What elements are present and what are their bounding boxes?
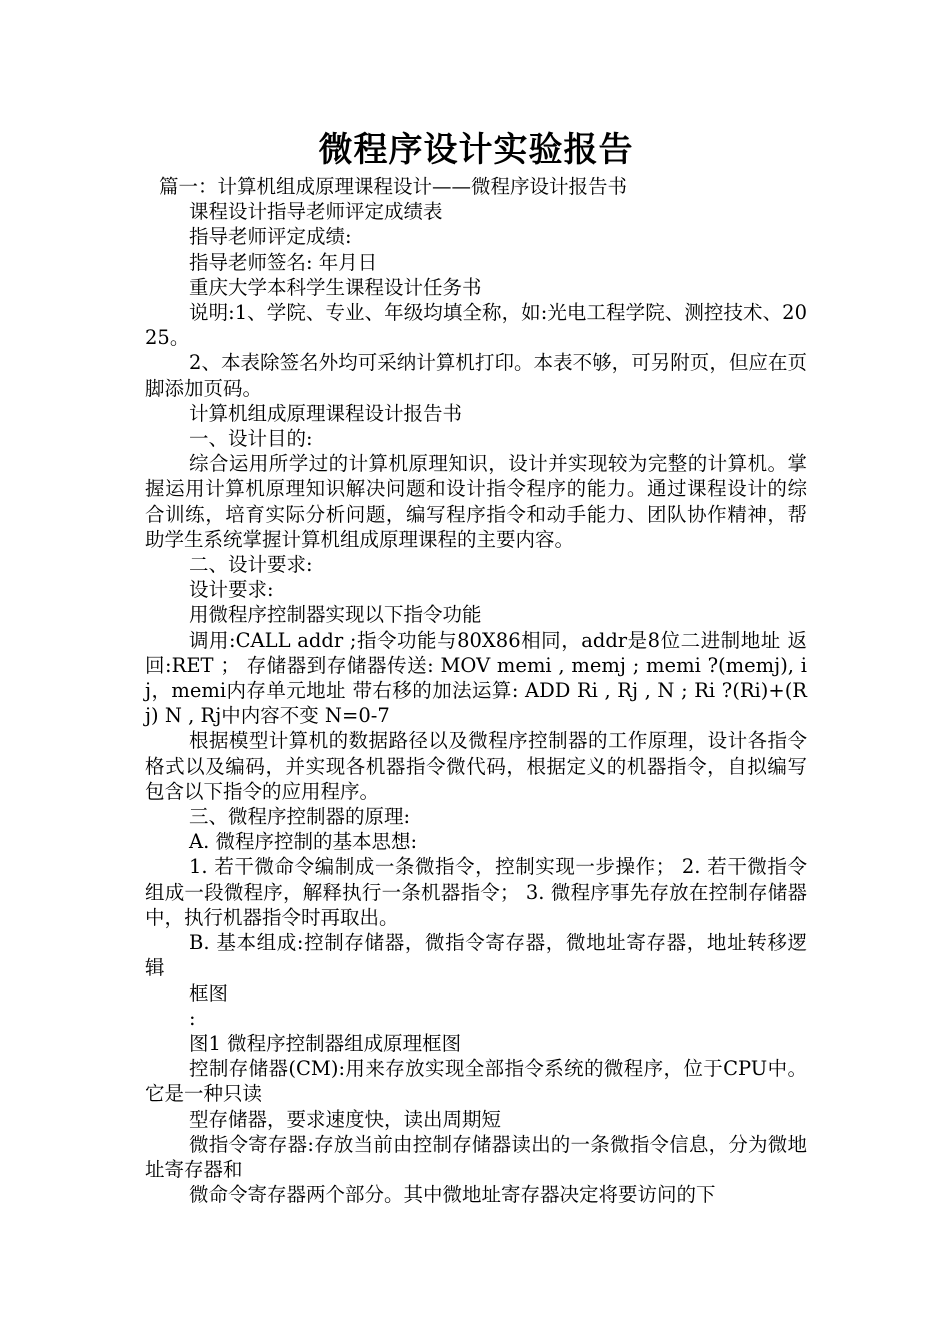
paragraph: 根据模型计算机的数据路径以及微程序控制器的工作原理，设计各指令格式以及编码，并实现各机器指令微代码，根据定义的机器指令，自拟编写包含以下指令的应用程序。 bbox=[145, 729, 807, 803]
paragraph: 2、本表除签名外均可采纳计算机打印。本表不够，可另附页，但应在页脚添加页码。 bbox=[145, 351, 807, 400]
document-page bbox=[145, 128, 807, 1207]
figure-caption: 图1 微程序控制器组成原理框图 bbox=[189, 1031, 462, 1055]
document-title: 微程序设计实验报告 bbox=[318, 130, 634, 170]
paragraph: 计算机组成原理课程设计报告书 bbox=[189, 401, 463, 425]
paragraph: 综合运用所学过的计算机原理知识，设计并实现较为完整的计算机。掌握运用计算机原理知识解决问题和设计指令程序的能力。通过课程设计的综合训练，培育实际分析问题，编写程序指令和动手能力、团队协作精神，帮助学生系统掌握计算机组成原理课程的主要内容。 bbox=[145, 452, 807, 551]
section-heading: 二、设计要求: bbox=[189, 553, 313, 577]
paragraph: A. 微程序控制的基本思想: bbox=[189, 830, 418, 854]
paragraph: : bbox=[189, 1006, 196, 1030]
paragraph: 控制存储器(CM):用来存放实现全部指令系统的微程序，位于CPU中。它是一种只读 bbox=[145, 1057, 807, 1106]
paragraph: 用微程序控制器实现以下指令功能 bbox=[189, 603, 482, 627]
paragraph: 微命令寄存器两个部分。其中微地址寄存器决定将要访问的下 bbox=[189, 1183, 716, 1207]
section-heading: 三、微程序控制器的原理: bbox=[189, 805, 411, 829]
paragraph: 说明:1、学院、专业、年级均填全称，如:光电工程学院、测控技术、2025。 bbox=[145, 301, 807, 350]
paragraph: 型存储器，要求速度快，读出周期短 bbox=[189, 1107, 502, 1131]
paragraph: 调用:CALL addr ;指令功能与80X86相同，addr是8位二进制地址 返回:RET ； 存储器到存储器传送: MOV memi , memj ; memi ?(memj), i j，memi内存单元地址 带右移的加法运算: ADD Ri , Rj , N ; Ri ?(Ri)+(Rj) N , Rj中内容不变 N=0-7 bbox=[145, 628, 807, 728]
paragraph: B. 基本组成:控制存储器，微指令寄存器，微地址寄存器，地址转移逻辑 bbox=[145, 931, 807, 980]
paragraph: 指导老师签名: 年月日 bbox=[189, 250, 378, 274]
paragraph: 设计要求: bbox=[189, 578, 274, 602]
paragraph: 微指令寄存器:存放当前由控制存储器读出的一条微指令信息，分为微地址寄存器和 bbox=[145, 1132, 807, 1181]
paragraph: 指导老师评定成绩: bbox=[189, 225, 352, 249]
paragraph: 1. 若干微命令编制成一条微指令，控制实现一步操作； 2. 若干微指令组成一段微程序，解释执行一条机器指令； 3. 微程序事先存放在控制存储器中，执行机器指令时再取出。 bbox=[145, 855, 807, 929]
section-heading-part-one: 篇一：计算机组成原理课程设计——微程序设计报告书 bbox=[159, 175, 628, 198]
paragraph: 课程设计指导老师评定成绩表 bbox=[189, 200, 443, 224]
section-heading: 一、设计目的: bbox=[189, 427, 313, 451]
paragraph: 重庆大学本科学生课程设计任务书 bbox=[189, 275, 482, 299]
paragraph: 框图 bbox=[189, 981, 229, 1005]
